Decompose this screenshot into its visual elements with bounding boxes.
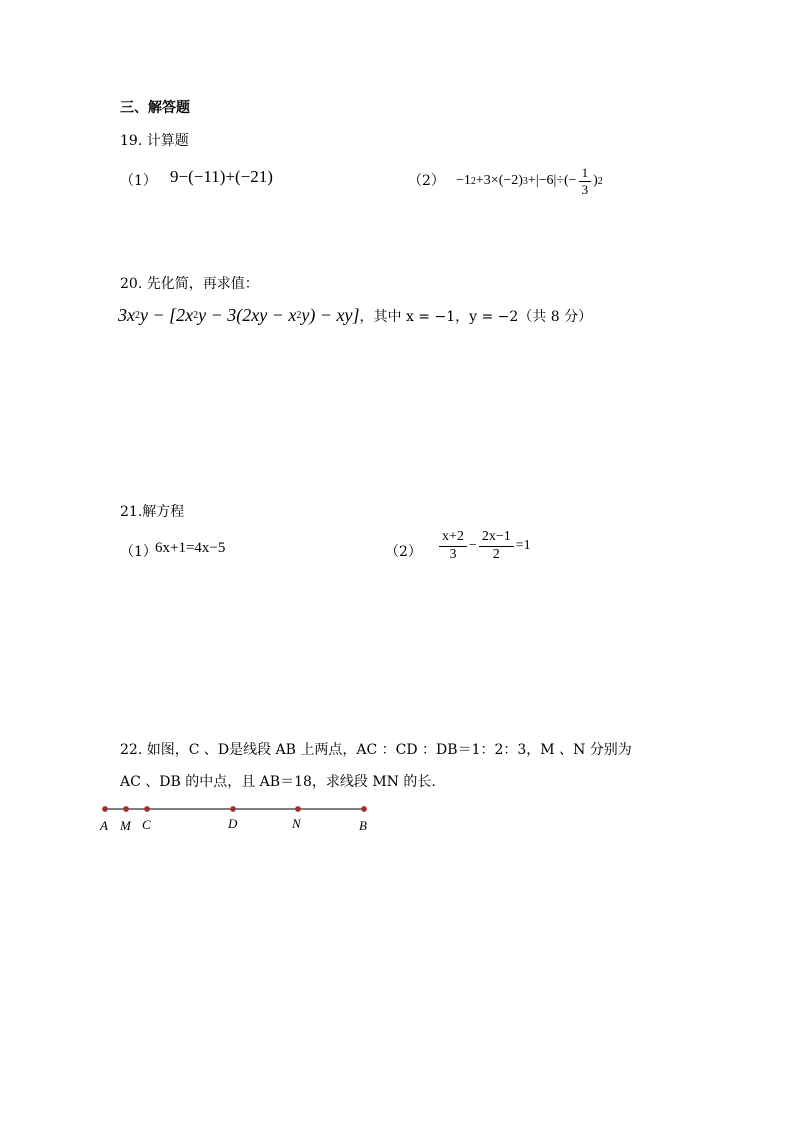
q19-part2-expression	[456, 166, 603, 196]
q22-line1: 22. 如图，C 、D是线段 AB 上两点，AC ：CD ：DB＝1：2：3，M 、N 分别为	[120, 742, 632, 758]
point-m-label: M	[120, 818, 131, 833]
point-a-dot	[103, 807, 108, 812]
q19-p2-exp-b: 3	[522, 175, 528, 187]
q20-conditions: ，其中 x = −1，y = −2（共 8 分）	[359, 308, 593, 325]
q20-e1-exp: 2	[135, 310, 140, 321]
point-b-dot	[362, 807, 367, 812]
point-b-label: B	[359, 818, 367, 833]
point-n-dot	[296, 807, 301, 812]
q21-p2-num1: x+2	[439, 530, 467, 547]
q20-e3-exp: 2	[296, 310, 302, 321]
q21-p2-fraction-1	[439, 530, 467, 562]
q19-p2-term-d: )	[593, 173, 598, 189]
q20-e2: y − [2x	[140, 305, 194, 325]
point-c-dot	[145, 807, 150, 812]
q20-e4: y) − xy]	[301, 305, 360, 325]
q21-title: 21.解方程	[120, 504, 185, 520]
point-m-dot	[124, 807, 129, 812]
point-d-label: D	[228, 816, 238, 831]
q19-part1-expression: 9−(−11)+(−21)	[170, 167, 273, 186]
point-d-dot	[231, 807, 236, 812]
point-a-label: A	[100, 818, 108, 833]
q21-part1-label: （1）	[120, 544, 157, 560]
q19-p2-frac-num: 1	[579, 166, 592, 182]
q21-p2-rhs: =1	[515, 538, 531, 554]
q21-p2-num2: 2x−1	[479, 530, 514, 547]
q21-part2-label: （2）	[385, 544, 422, 560]
section-title: 三、解答题	[120, 100, 190, 116]
q21-part1-expression: 6x+1=4x−5	[155, 540, 226, 556]
q21-p2-minus: −	[468, 538, 477, 554]
q19-p2-term-b: +3×(−2)	[475, 173, 523, 189]
q19-p2-exp-d: 2	[597, 175, 603, 187]
q19-p2-frac-den: 3	[581, 181, 589, 197]
q19-title: 19. 计算题	[120, 133, 189, 149]
q21-p2-den1: 3	[449, 546, 457, 562]
q20-expression	[118, 305, 592, 326]
q21-part2-expression	[437, 530, 531, 562]
q19-p2-exp-a: 2	[470, 175, 476, 187]
point-c-label: C	[142, 817, 151, 832]
q20-e1: 3x	[118, 305, 135, 325]
q22-line2: AC 、DB 的中点，且 AB＝18，求线段 MN 的长.	[120, 774, 436, 790]
q21-p2-den2: 2	[492, 546, 500, 562]
q19-p2-fraction	[579, 166, 592, 196]
q20-title: 20. 先化简，再求值：	[120, 276, 259, 292]
q21-p2-fraction-2	[479, 530, 514, 562]
q19-part2-label: （2）	[408, 173, 445, 189]
q19-p2-term-c: +|−6|÷(−	[527, 173, 577, 189]
q20-e2-exp: 2	[193, 310, 199, 321]
q19-part1-label: （1）	[120, 173, 157, 189]
q20-e3: y − 3(2xy − x	[198, 305, 297, 325]
segment-figure	[90, 795, 390, 840]
q19-p2-term-a: −1	[456, 173, 471, 189]
point-n-label: N	[292, 816, 301, 831]
